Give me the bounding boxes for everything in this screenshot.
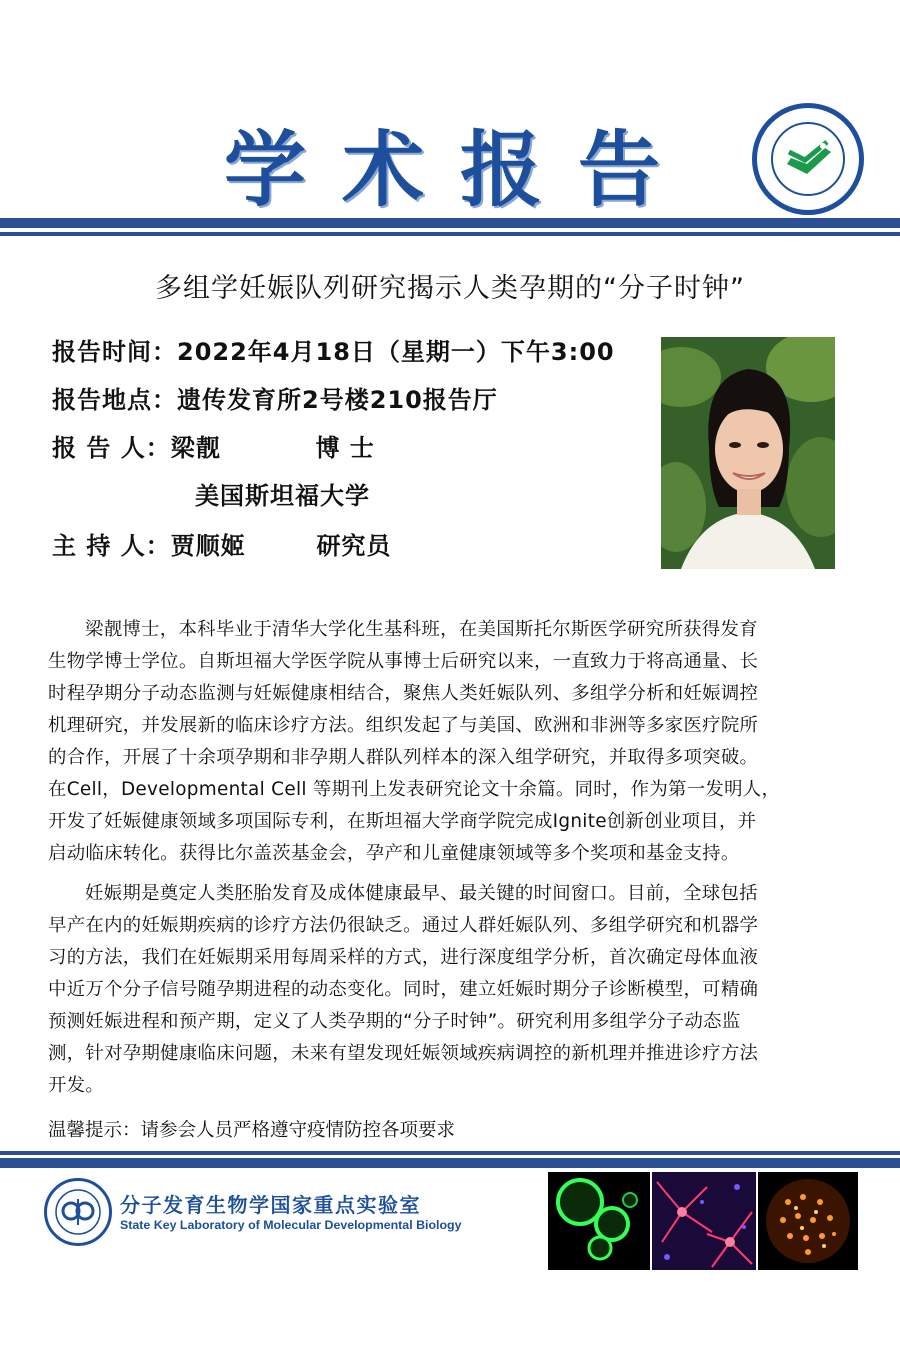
talk-title: 多组学妊娠队列研究揭示人类孕期的“分子时钟”	[155, 273, 745, 304]
lab-name-cn: 分子发育生物学国家重点实验室	[120, 1193, 421, 1217]
bio-line: 梁靓博士，本科毕业于清华大学化生基科班，在美国斯托尔斯医学研究所获得发育	[85, 619, 758, 640]
bio-line: 生物学博士学位。自斯坦福大学医学院从事博士后研究以来，一直致力于将高通量、长	[48, 651, 759, 672]
lab-name-en: State Key Laboratory of Molecular Developmental Biology	[120, 1218, 462, 1232]
footer-band	[0, 1158, 900, 1168]
speaker-title: 博 士	[315, 434, 375, 462]
speaker-label: 报 告 人：	[52, 434, 171, 462]
poster-title: 学术报告	[223, 122, 696, 218]
abstract-line: 开发。	[48, 1075, 105, 1096]
bio-line: 开发了妊娠健康领域多项国际专利，在斯坦福大学商学院完成Ignite创新创业项目，并	[48, 811, 757, 832]
abstract-line: 测，针对孕期健康临床问题，未来有望发现妊娠领域疾病调控的新机理并推进诊疗方法	[48, 1043, 759, 1064]
bio-line: 时程孕期分子动态监测与妊娠健康相结合，聚焦人类妊娠队列、多组学分析和妊娠调控	[48, 683, 759, 704]
microscopy-image-red	[652, 1172, 756, 1270]
speaker-photo	[661, 337, 835, 569]
footer-band-thin	[0, 1151, 900, 1155]
microscopy-image-green	[548, 1172, 650, 1270]
notice-text: 温馨提示：请参会人员严格遵守疫情防控各项要求	[48, 1120, 456, 1141]
speaker-row	[52, 428, 375, 463]
abstract-line: 妊娠期是奠定人类胚胎发育及成体健康最早、最关键的时间窗口。目前，全球包括	[85, 883, 758, 904]
microscopy-image-orange	[758, 1172, 858, 1270]
abstract-line: 预测妊娠进程和预产期，定义了人类孕期的“分子时钟”。研究利用多组学分子动态监	[48, 1011, 741, 1032]
host-title: 研究员	[316, 532, 392, 560]
speaker-affiliation: 美国斯坦福大学	[195, 482, 370, 510]
report-place: 报告地点：遗传发育所2号楼210报告厅	[52, 386, 498, 414]
bio-line: 的合作，开展了十余项孕期和非孕期人群队列样本的深入组学研究，并取得多项突破。	[48, 747, 759, 768]
institute-logo	[752, 103, 864, 215]
speaker-bio	[48, 614, 860, 870]
header-band	[0, 218, 900, 228]
header-band-thin	[0, 232, 900, 236]
speaker-name: 梁靓	[170, 434, 221, 462]
abstract-line: 早产在内的妊娠期疾病的诊疗方法仍很缺乏。通过人群妊娠队列、多组学研究和机器学	[48, 915, 759, 936]
bio-line: 在Cell，Developmental Cell 等期刊上发表研究论文十余篇。同时，作为第一发明人，	[48, 779, 781, 800]
abstract-line: 习的方法，我们在妊娠期采用每周采样的方式，进行深度组学分析，首次确定母体血液	[48, 947, 759, 968]
bio-line: 启动临床转化。获得比尔盖茨基金会，孕产和儿童健康领域等多个奖项和基金支持。	[48, 843, 740, 864]
talk-abstract	[48, 878, 860, 1102]
bio-line: 机理研究，并发展新的临床诊疗方法。组织发起了与美国、欧洲和非洲等多家医疗院所	[48, 715, 759, 736]
lab-logo	[44, 1178, 112, 1246]
host-row	[52, 526, 391, 561]
abstract-line: 中近万个分子信号随孕期进程的动态变化。同时，建立妊娠时期分子诊断模型，可精确	[48, 979, 759, 1000]
report-time: 报告时间：2022年4月18日（星期一）下午3:00	[52, 338, 615, 366]
host-name: 贾顺姬	[170, 532, 246, 560]
host-label: 主 持 人：	[52, 532, 171, 560]
